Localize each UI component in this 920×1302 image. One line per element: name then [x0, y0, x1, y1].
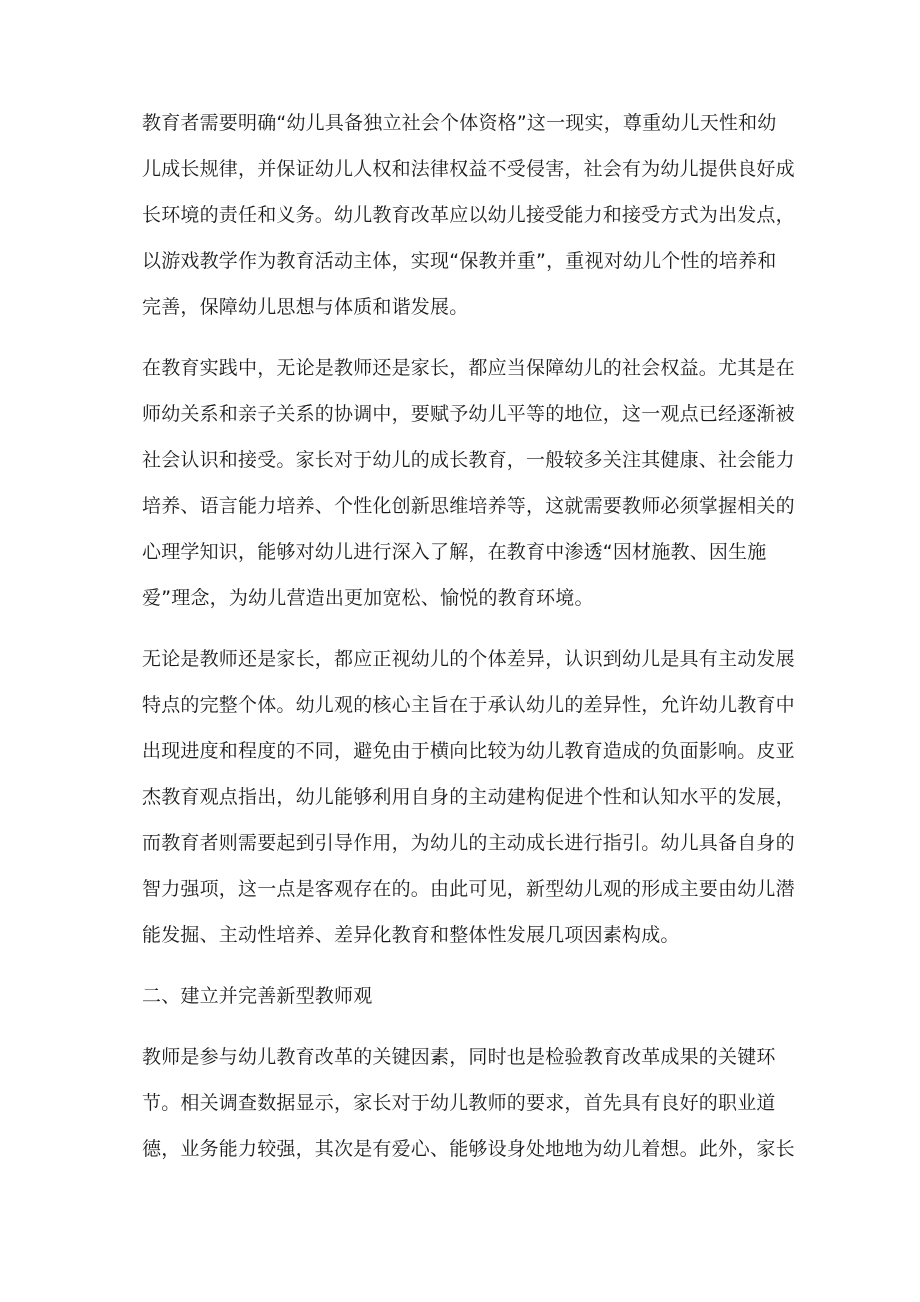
paragraph-line: 德，业务能力较强，其次是有爱心、能够设身处地地为幼儿着想。此外，家长: [142, 1138, 795, 1160]
paragraph-line: 师幼关系和亲子关系的协调中，要赋予幼儿平等的地位，这一观点已经逐渐被: [142, 403, 795, 425]
paragraph-line: 培养、语言能力培养、个性化创新思维培养等，这就需要教师必须掌握相关的: [142, 495, 795, 517]
paragraph-line: 心理学知识，能够对幼儿进行深入了解，在教育中渗透“因材施教、因生施: [142, 541, 767, 563]
paragraph-line: 出现进度和程度的不同，避免由于横向比较为幼儿教育造成的负面影响。皮亚: [142, 740, 795, 762]
paragraph-line: 杰教育观点指出，幼儿能够利用自身的主动建构促进个性和认知水平的发展，: [142, 786, 795, 808]
paragraph-line: 智力强项，这一点是客观存在的。由此可见，新型幼儿观的形成主要由幼儿潜: [142, 878, 795, 900]
paragraph-line: 而教育者则需要起到引导作用，为幼儿的主动成长进行指引。幼儿具备自身的: [142, 832, 795, 854]
paragraph-line: 特点的完整个体。幼儿观的核心主旨在于承认幼儿的差异性，允许幼儿教育中: [142, 694, 795, 716]
paragraph-line: 长环境的责任和义务。幼儿教育改革应以幼儿接受能力和接受方式为出发点，: [142, 204, 795, 226]
paragraph-line: 能发掘、主动性培养、差异化教育和整体性发展几项因素构成。: [142, 924, 680, 946]
section-heading: 二、建立并完善新型教师观: [142, 985, 373, 1007]
paragraph-line: 节。相关调查数据显示，家长对于幼儿教师的要求，首先具有良好的职业道: [142, 1092, 776, 1114]
paragraph-line: 以游戏教学作为教育活动主体，实现“保教并重”，重视对幼儿个性的培养和: [142, 250, 777, 272]
paragraph-line: 儿成长规律，并保证幼儿人权和法律权益不受侵害，社会有为幼儿提供良好成: [142, 158, 795, 180]
paragraph-line: 完善，保障幼儿思想与体质和谐发展。: [142, 296, 469, 318]
paragraph-line: 教育者需要明确“幼儿具备独立社会个体资格”这一现实，尊重幼儿天性和幼: [142, 112, 777, 134]
paragraph-line: 爱”理念，为幼儿营造出更加宽松、愉悦的教育环境。: [142, 587, 594, 609]
paragraph-line: 无论是教师还是家长，都应正视幼儿的个体差异，认识到幼儿是具有主动发展: [142, 648, 795, 670]
paragraph-line: 教师是参与幼儿教育改革的关键因素，同时也是检验教育改革成果的关键环: [142, 1046, 776, 1068]
paragraph-line: 在教育实践中，无论是教师还是家长，都应当保障幼儿的社会权益。尤其是在: [142, 357, 795, 379]
paragraph-line: 社会认识和接受。家长对于幼儿的成长教育，一般较多关注其健康、社会能力: [142, 449, 795, 471]
